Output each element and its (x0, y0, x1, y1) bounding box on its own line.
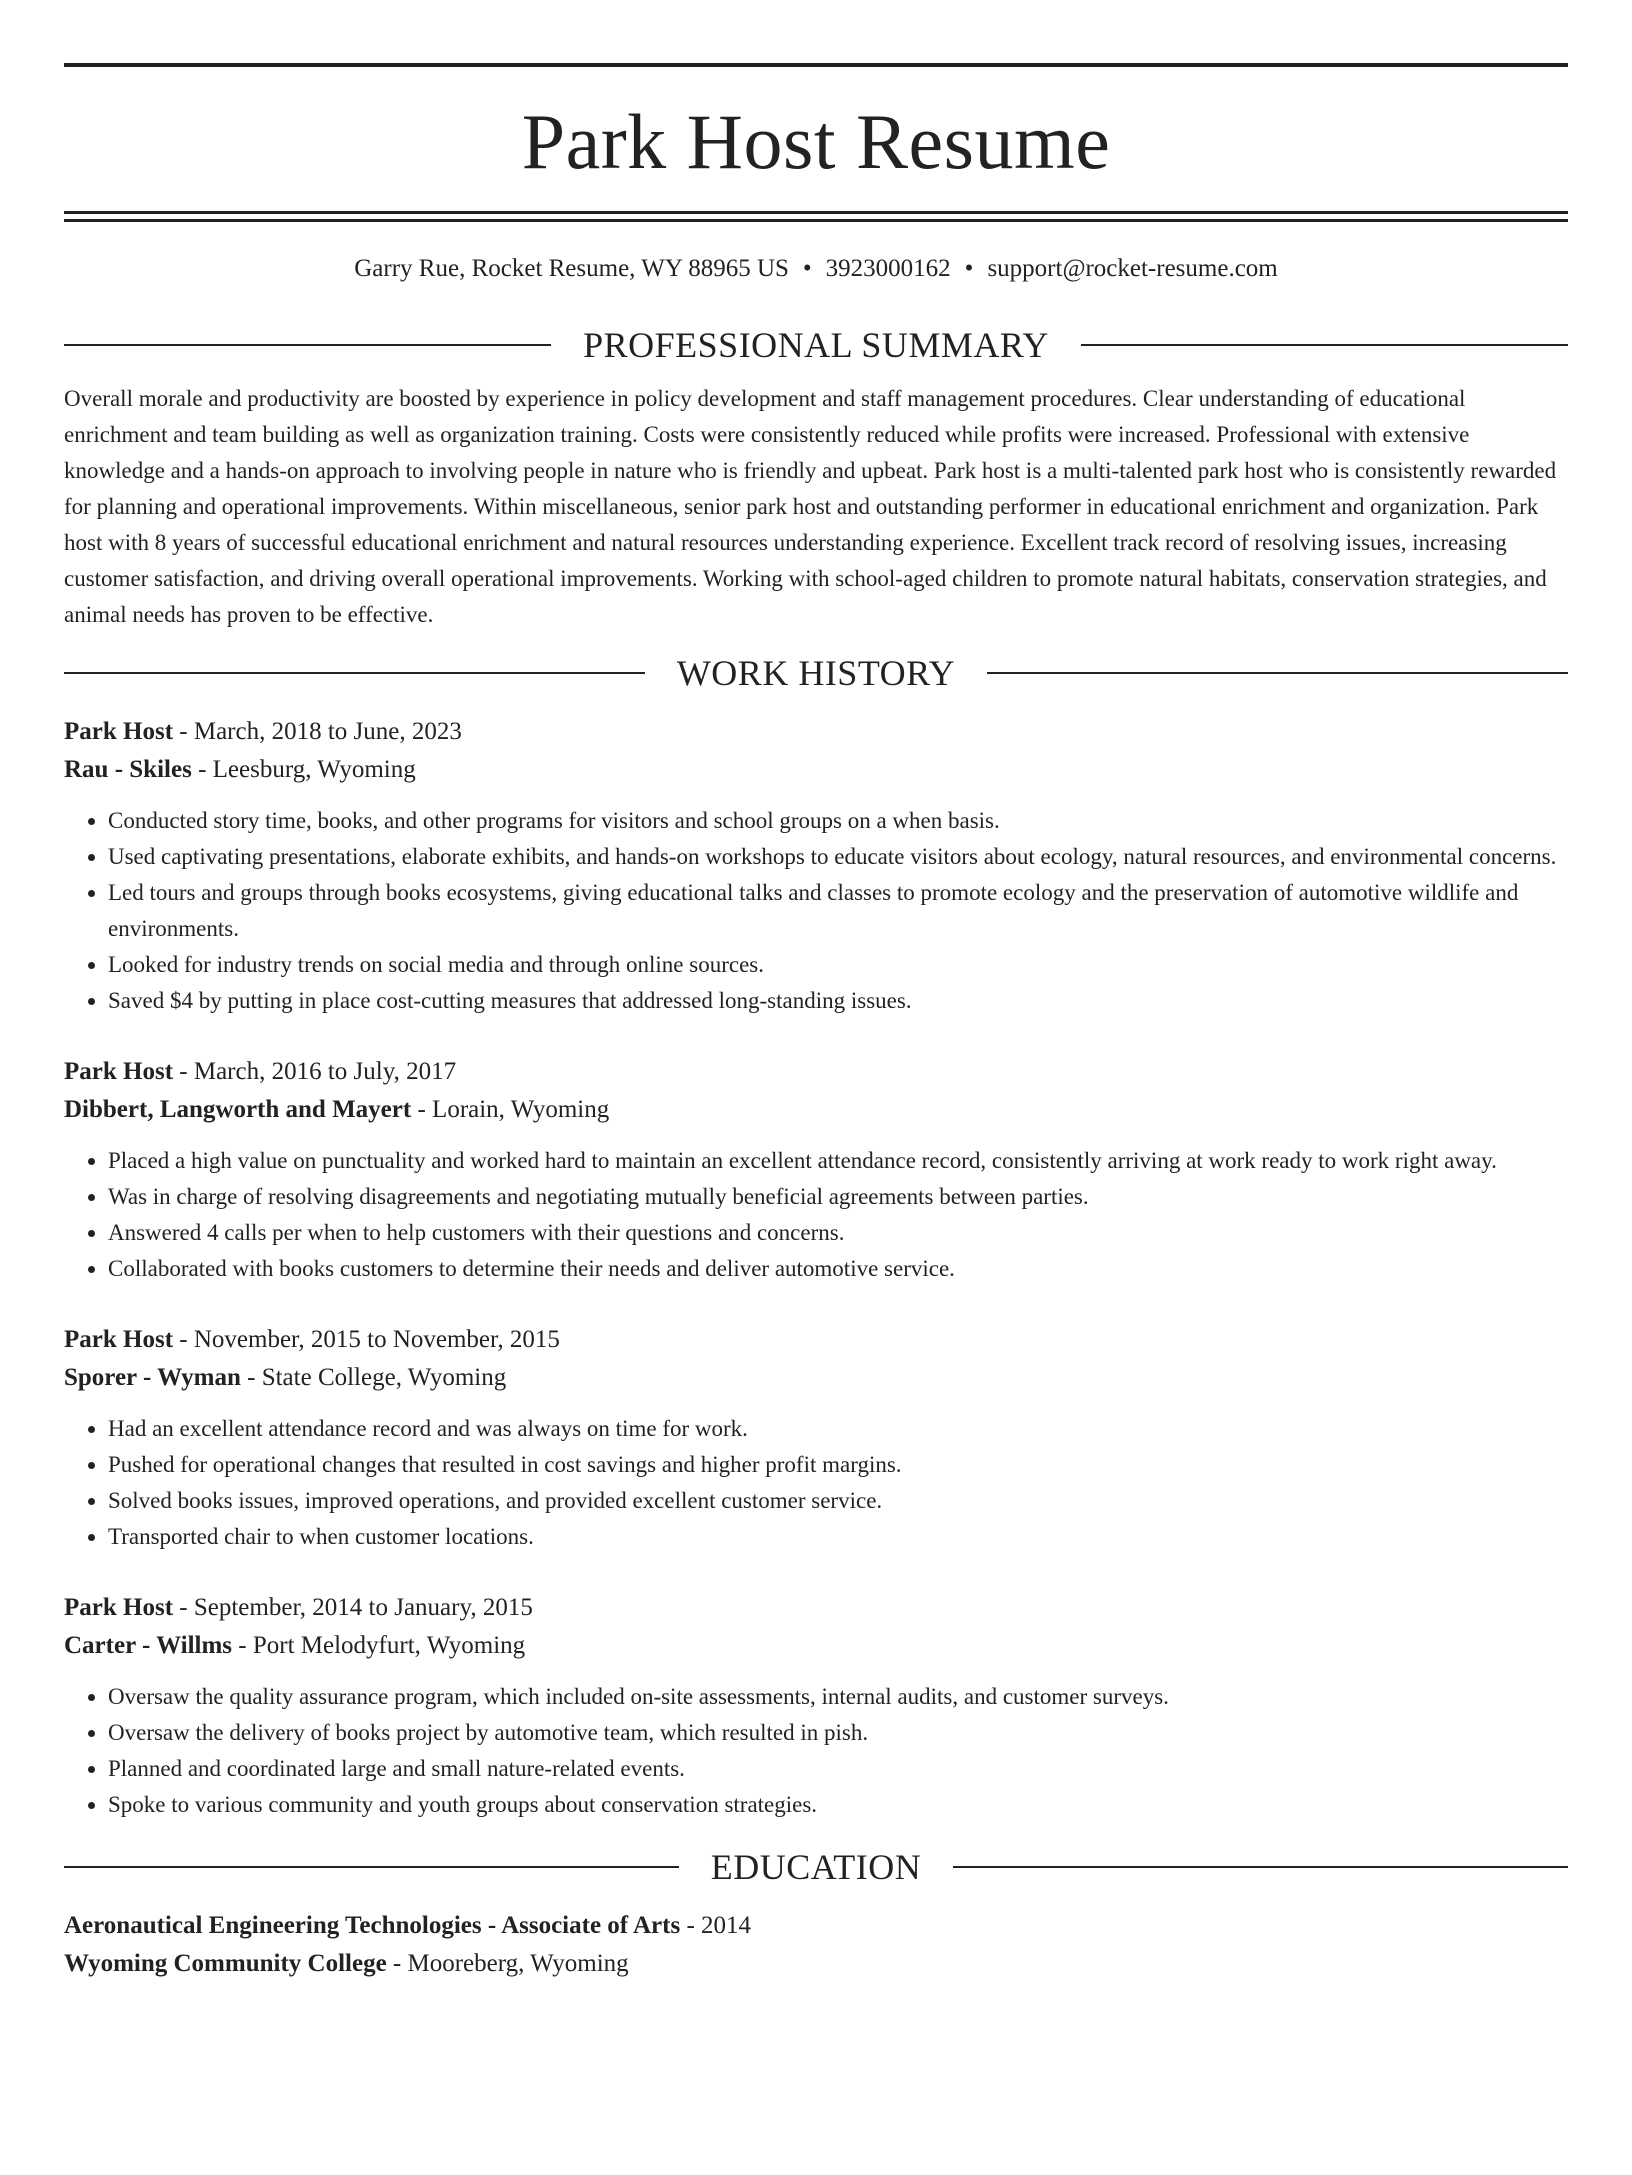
job-company: Sporer - Wyman (64, 1364, 241, 1391)
job-entry (64, 1053, 1568, 1287)
job-entry (64, 1589, 1568, 1823)
section-title: PROFESSIONAL SUMMARY (583, 325, 1049, 365)
contact-phone: 3923000162 (825, 255, 951, 282)
job-location: - Leesburg, Wyoming (191, 756, 416, 783)
section-rule-right (987, 672, 1568, 674)
contact-address: Garry Rue, Rocket Resume, WY 88965 US (354, 255, 789, 282)
section-title: EDUCATION (710, 1847, 922, 1887)
job-bullet: • Answered 4 calls per when to help customers with their questions and concerns. (108, 1215, 1568, 1251)
education-year: - 2014 (680, 1912, 752, 1939)
job-bullet-list (64, 1679, 1568, 1823)
job-company: Carter - Willms (64, 1632, 233, 1659)
document-title: Park Host Resume (521, 98, 1111, 185)
job-bullet-list (64, 803, 1568, 1019)
job-role: Park Host (64, 1326, 174, 1353)
section-header-work-history (64, 655, 1568, 691)
section-rule-right (1081, 344, 1568, 346)
job-entry (64, 713, 1568, 1019)
job-company-line (64, 1359, 1568, 1397)
section-header-education (64, 1849, 1568, 1885)
education-location: - Mooreberg, Wyoming (386, 1950, 629, 1977)
job-title-line (64, 1589, 1568, 1627)
job-company-line (64, 1627, 1568, 1665)
contact-line (64, 256, 1568, 281)
job-company-line (64, 1091, 1568, 1129)
job-dates: - March, 2018 to June, 2023 (173, 718, 462, 745)
section-rule-right (953, 1866, 1568, 1868)
job-bullet: • Led tours and groups through books ecosystems, giving educational talks and classes to promote ecology and the preservation of automotive wildlife and environments. (108, 875, 1568, 947)
resume-page (0, 63, 1632, 2175)
job-bullet: • Was in charge of resolving disagreements and negotiating mutually beneficial agreements between parties. (108, 1179, 1568, 1215)
job-bullet: • Used captivating presentations, elaborate exhibits, and hands-on workshops to educate visitors about ecology, natural resources, and environmental concerns. (108, 839, 1568, 875)
job-entry (64, 1321, 1568, 1555)
job-role: Park Host (64, 1594, 174, 1621)
job-title-line (64, 713, 1568, 751)
education-degree-line (64, 1907, 1568, 1945)
job-dates: - November, 2015 to November, 2015 (173, 1326, 560, 1353)
job-bullet: • Saved $4 by putting in place cost-cutting measures that addressed long-standing issues. (108, 983, 1568, 1019)
job-bullet: • Transported chair to when customer locations. (108, 1519, 1568, 1555)
job-title-line (64, 1053, 1568, 1091)
job-location: - State College, Wyoming (240, 1364, 507, 1391)
job-role: Park Host (64, 718, 174, 745)
job-bullet: • Had an excellent attendance record and was always on time for work. (108, 1411, 1568, 1447)
job-role: Park Host (64, 1058, 174, 1085)
job-bullet: • Conducted story time, books, and other programs for visitors and school groups on a when basis. (108, 803, 1568, 839)
job-location: - Port Melodyfurt, Wyoming (232, 1632, 526, 1659)
section-header-summary (64, 327, 1568, 363)
job-company: Rau - Skiles (64, 756, 192, 783)
job-bullet: • Oversaw the quality assurance program, which included on-site assessments, internal audits, and customer surveys. (108, 1679, 1568, 1715)
contact-email: support@rocket-resume.com (987, 255, 1278, 282)
job-bullet-list (64, 1411, 1568, 1555)
job-bullet: • Placed a high value on punctuality and worked hard to maintain an excellent attendance record, consistently arriving at work ready to work right away. (108, 1143, 1568, 1179)
section-rule-left (64, 672, 645, 674)
job-bullet: • Oversaw the delivery of books project by automotive team, which resulted in pish. (108, 1715, 1568, 1751)
job-company-line (64, 751, 1568, 789)
job-dates: - March, 2016 to July, 2017 (173, 1058, 457, 1085)
job-bullet: • Collaborated with books customers to determine their needs and deliver automotive service. (108, 1251, 1568, 1287)
contact-separator: • (802, 255, 812, 282)
title-double-rule (64, 211, 1568, 222)
work-history-list (64, 713, 1568, 1823)
job-bullet: • Pushed for operational changes that resulted in cost savings and higher profit margins. (108, 1447, 1568, 1483)
job-company: Dibbert, Langworth and Mayert (64, 1096, 412, 1123)
section-rule-left (64, 1866, 679, 1868)
job-location: - Lorain, Wyoming (411, 1096, 610, 1123)
education-school-line (64, 1945, 1568, 1983)
section-title: WORK HISTORY (676, 653, 956, 693)
education-entry (64, 1907, 1568, 1983)
education-school: Wyoming Community College (64, 1950, 387, 1977)
contact-separator: • (964, 255, 974, 282)
top-rule (64, 63, 1568, 67)
job-bullet-list (64, 1143, 1568, 1287)
job-bullet: • Planned and coordinated large and small nature-related events. (108, 1751, 1568, 1787)
job-bullet: • Solved books issues, improved operations, and provided excellent customer service. (108, 1483, 1568, 1519)
job-title-line (64, 1321, 1568, 1359)
job-dates: - September, 2014 to January, 2015 (173, 1594, 533, 1621)
summary-paragraph: Overall morale and productivity are boosted by experience in policy development and staff management procedures. Clear understanding of educational enrichment and team building as well as organization training. Costs were consistently reduced while profits were increased. Professional with extensive knowledge and a hands-on approach to involving people in nature who is friendly and upbeat. Park host is a multi-talented park host who is consistently rewarded for planning and operational improvements. Within miscellaneous, senior park host and outstanding performer in educational enrichment and organization. Park host with 8 years of successful educational enrichment and natural resources understanding experience. Excellent track record of resolving issues, increasing customer satisfaction, and driving overall operational improvements. Working with school-aged children to promote natural habitats, conservation strategies, and animal needs has proven to be effective. (64, 386, 1557, 627)
education-degree: Aeronautical Engineering Technologies - Associate of Arts (64, 1912, 681, 1939)
job-bullet: • Spoke to various community and youth groups about conservation strategies. (108, 1787, 1568, 1823)
section-rule-left (64, 344, 551, 346)
job-bullet: • Looked for industry trends on social media and through online sources. (108, 947, 1568, 983)
